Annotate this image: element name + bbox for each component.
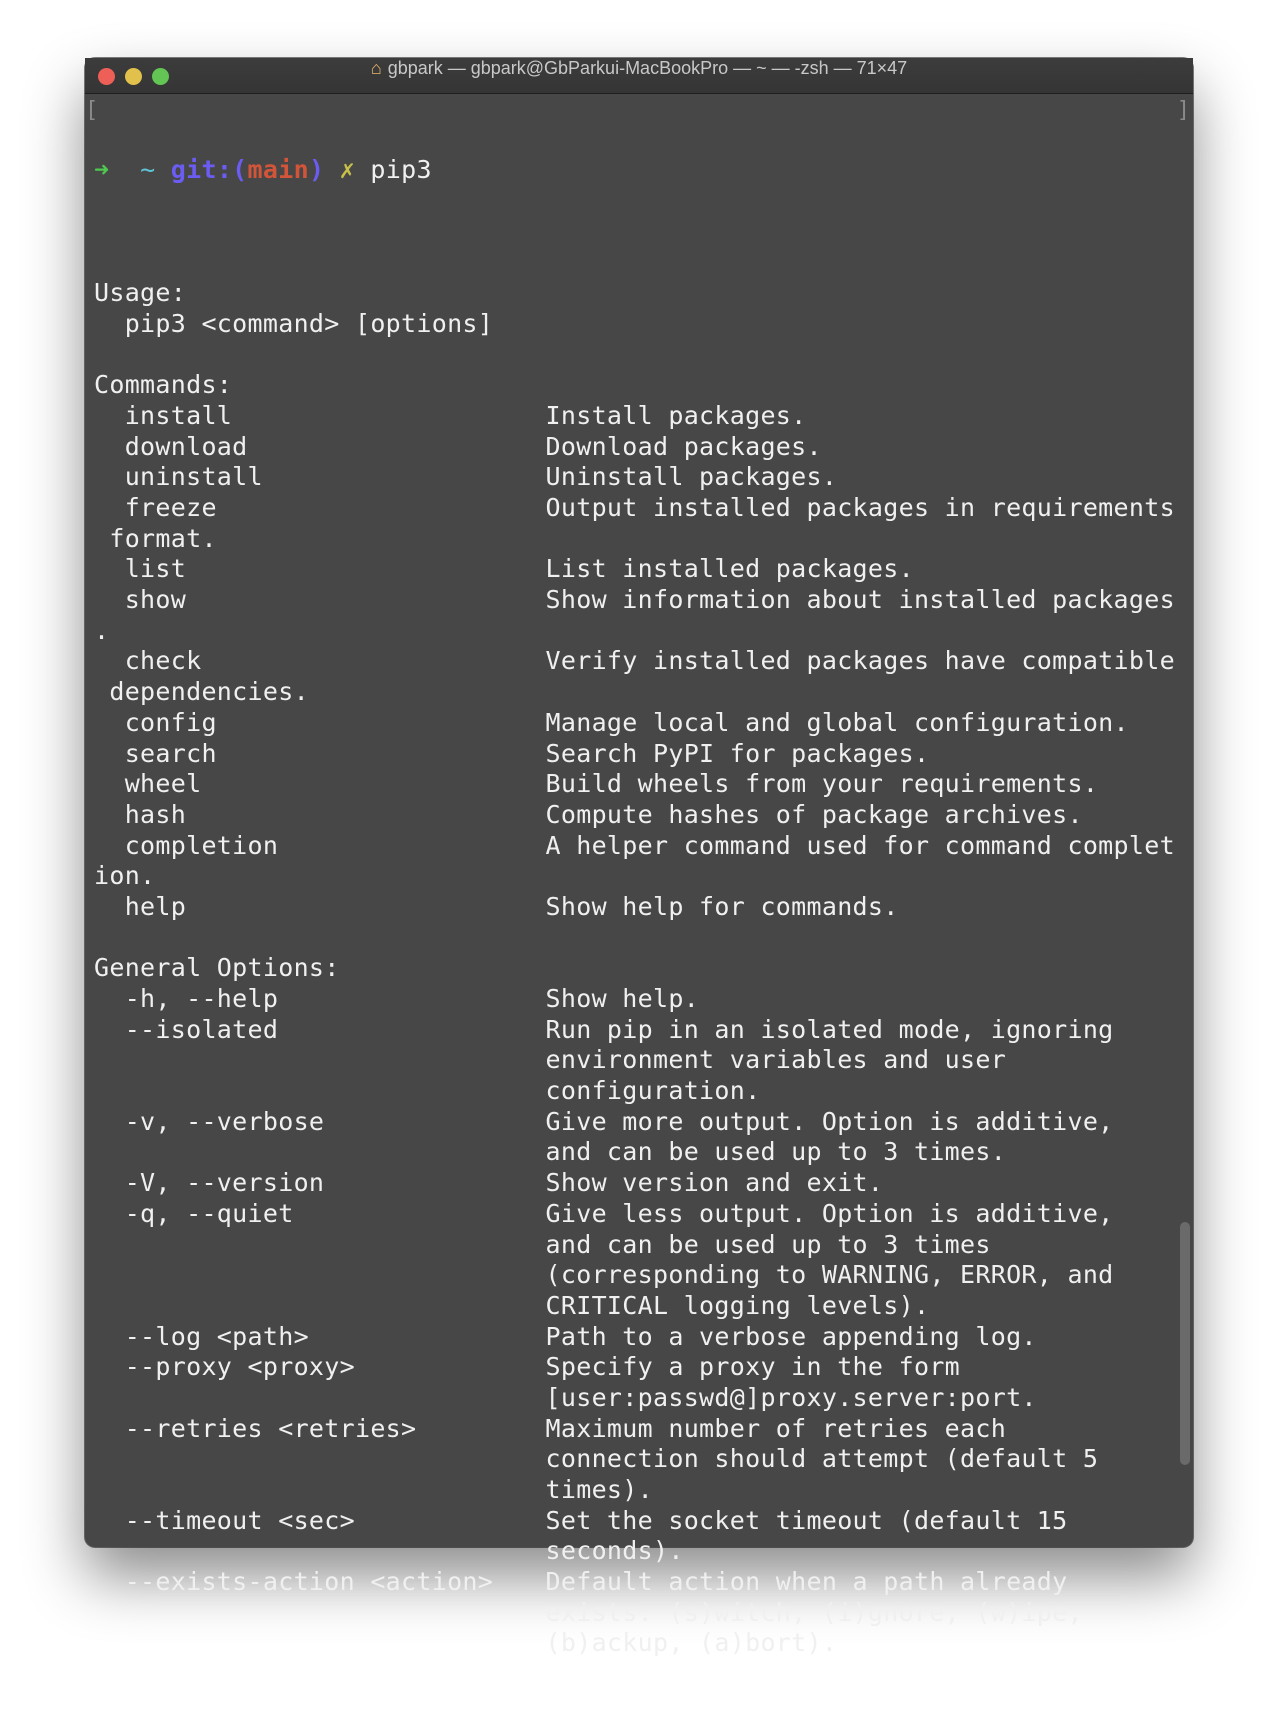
option-description: Search PyPI for packages. <box>545 738 930 768</box>
option-description: Output installed packages in requirements <box>545 493 1175 522</box>
output-line <box>94 1628 1193 1659</box>
option-description: Default action when a path already <box>545 1567 1068 1597</box>
line-text: General Options: <box>94 953 340 983</box>
option-description: connection should attempt (default 5 <box>545 1444 1099 1474</box>
option-description: Compute hashes of package archives. <box>545 799 1083 829</box>
output-line <box>94 1444 1193 1475</box>
option-name: install <box>94 400 233 430</box>
option-description: Maximum number of retries each <box>545 1413 1007 1443</box>
line-text: . <box>94 615 110 645</box>
option-name: -v, --verbose <box>94 1106 325 1136</box>
output-line <box>94 524 1193 555</box>
option-description: Show help. <box>545 984 700 1013</box>
output-line <box>94 1383 1193 1414</box>
output-line <box>94 1076 1193 1107</box>
option-description: Show version and exit. <box>545 1168 884 1198</box>
output-line <box>94 1107 1193 1138</box>
option-description: and can be used up to 3 times. <box>545 1137 1007 1167</box>
option-description: Path to a verbose appending log. <box>545 1321 1037 1351</box>
output-line <box>94 953 1193 984</box>
output-line <box>94 1199 1193 1230</box>
option-description: Give more output. Option is additive, <box>545 1106 1114 1136</box>
output-line <box>94 309 1193 340</box>
option-description: Set the socket timeout (default 15 <box>545 1505 1068 1535</box>
output-line <box>94 1230 1193 1261</box>
option-description: Manage local and global configuration. <box>545 707 1129 737</box>
option-name: show <box>94 585 187 615</box>
prompt-line <box>94 155 1193 186</box>
option-name: uninstall <box>94 462 263 492</box>
option-name: --log <path> <box>94 1321 309 1351</box>
output-line <box>94 1291 1193 1322</box>
output-line <box>94 923 1193 954</box>
output-line <box>94 677 1193 708</box>
line-text: ion. <box>94 861 156 891</box>
option-description: environment variables and user <box>545 1045 1007 1075</box>
output-line <box>94 1414 1193 1445</box>
terminal-output[interactable] <box>94 94 1193 1721</box>
output-line <box>94 1567 1193 1598</box>
output-line <box>94 340 1193 371</box>
output-line <box>94 1168 1193 1199</box>
git-branch: main <box>247 155 309 185</box>
output-line <box>94 585 1193 616</box>
output-line <box>94 370 1193 401</box>
option-description: seconds). <box>545 1536 684 1566</box>
option-name: --isolated <box>94 1014 279 1044</box>
output-line <box>94 646 1193 677</box>
option-description: Give less output. Option is additive, <box>545 1198 1114 1228</box>
line-text: dependencies. <box>94 677 309 707</box>
output-line <box>94 432 1193 463</box>
output-line <box>94 708 1193 739</box>
option-description: Show information about installed packages <box>545 585 1175 615</box>
option-name: --proxy <proxy> <box>94 1352 355 1382</box>
output-line <box>94 984 1193 1015</box>
output-line <box>94 554 1193 585</box>
output-line <box>94 278 1193 309</box>
mark-bracket-left: [ <box>85 98 99 123</box>
output-line <box>94 1536 1193 1567</box>
option-name: --timeout <sec> <box>94 1505 355 1535</box>
option-description: Specify a proxy in the form <box>545 1352 961 1382</box>
output-line <box>94 462 1193 493</box>
option-description: A helper command used for command complet <box>545 830 1175 860</box>
output-line <box>94 861 1193 892</box>
output-line <box>94 831 1193 862</box>
output-line <box>94 800 1193 831</box>
option-name: download <box>94 431 248 461</box>
option-description: (b)ackup, (a)bort). <box>545 1628 838 1658</box>
option-name: freeze <box>94 493 217 522</box>
option-description: Show help for commands. <box>545 891 899 921</box>
output-line <box>94 1137 1193 1168</box>
home-icon: ⌂ <box>370 58 382 78</box>
prompt-arrow-icon: ➜ <box>94 155 110 185</box>
option-description: configuration. <box>545 1076 761 1106</box>
terminal-window <box>85 58 1193 1658</box>
option-name: list <box>94 554 187 584</box>
typed-command: pip3 <box>370 155 432 185</box>
window-title-text: gbpark — gbpark@GbParkui-MacBookPro — ~ — -zsh — 71×47 <box>387 58 908 78</box>
option-name: help <box>94 891 187 921</box>
output-line <box>94 1015 1193 1046</box>
line-text: format. <box>94 523 217 553</box>
option-name: --exists-action <action> <box>94 1567 494 1597</box>
output-line <box>94 1475 1193 1506</box>
output-line <box>94 1506 1193 1537</box>
line-text: pip3 <command> [options] <box>94 308 494 338</box>
option-name: check <box>94 646 202 676</box>
git-label: git:( <box>170 155 248 185</box>
title-bar <box>85 58 1193 94</box>
window-title <box>85 58 1193 79</box>
option-description: Download packages. <box>545 431 822 461</box>
mark-bracket-right: ] <box>1176 98 1190 123</box>
option-description: CRITICAL logging levels). <box>545 1290 930 1320</box>
output-line <box>94 769 1193 800</box>
scrollbar[interactable] <box>1180 1222 1190 1465</box>
output-line <box>94 248 1193 279</box>
output-line <box>94 616 1193 647</box>
output-line <box>94 493 1193 524</box>
option-description: Uninstall packages. <box>545 462 838 492</box>
option-description: [user:passwd@]proxy.server:port. <box>545 1382 1037 1412</box>
option-description: Install packages. <box>545 400 807 430</box>
output-line <box>94 739 1193 770</box>
option-description: Build wheels from your requirements. <box>545 769 1099 799</box>
option-description: and can be used up to 3 times <box>545 1229 991 1259</box>
option-description: times). <box>545 1475 653 1504</box>
option-name: config <box>94 707 217 737</box>
option-name: hash <box>94 799 187 829</box>
option-description: List installed packages. <box>545 554 914 584</box>
prompt-dir: ~ <box>140 155 156 185</box>
option-name: completion <box>94 830 279 860</box>
option-name: -q, --quiet <box>94 1198 294 1228</box>
line-text: Usage: <box>94 278 187 308</box>
option-description: Run pip in an isolated mode, ignoring <box>545 1014 1114 1044</box>
output-line <box>94 1322 1193 1353</box>
git-close: ) <box>308 155 325 185</box>
option-name: -h, --help <box>94 984 279 1013</box>
option-name: --retries <retries> <box>94 1413 417 1443</box>
line-text: Commands: <box>94 370 233 400</box>
output-line <box>94 1260 1193 1291</box>
output-line <box>94 892 1193 923</box>
output-line <box>94 1352 1193 1383</box>
output-line <box>94 1598 1193 1629</box>
option-name: -V, --version <box>94 1168 325 1198</box>
option-name: search <box>94 738 217 768</box>
dirty-icon: ✗ <box>339 155 356 185</box>
output-line <box>94 401 1193 432</box>
option-description: Verify installed packages have compatible <box>545 646 1175 676</box>
option-description: (corresponding to WARNING, ERROR, and <box>545 1260 1114 1290</box>
output-line <box>94 1045 1193 1076</box>
option-name: wheel <box>94 769 202 799</box>
option-description: exists: (s)witch, (i)gnore, (w)ipe, <box>545 1597 1083 1627</box>
